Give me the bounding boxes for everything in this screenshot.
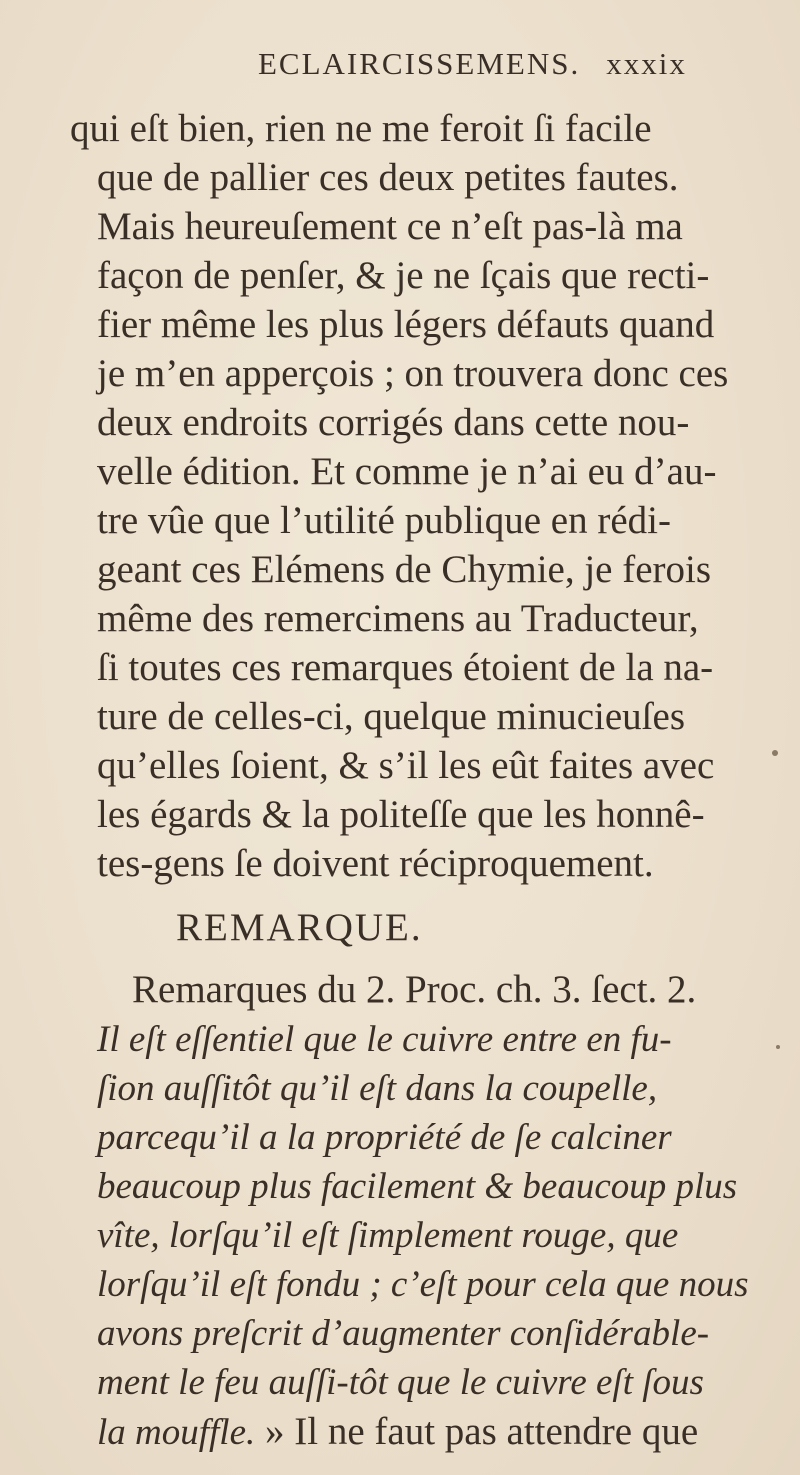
paper-speck	[772, 750, 778, 756]
text-line: même des remercimens au Traducteur,	[97, 597, 699, 640]
section-heading: REMARQUE.	[176, 906, 423, 949]
text-line: qu’elles ſoient, & s’il les eût faites avec	[97, 744, 715, 787]
text-line: geant ces Elémens de Chymie, je ferois	[97, 548, 712, 591]
text-line: fier même les plus légers défauts quand	[97, 303, 715, 346]
text-line: Mais heureuſement ce n’eſt pas-là ma	[97, 205, 683, 248]
text-line: velle édition. Et comme je n’ai eu d’au-	[97, 450, 717, 493]
text-line: que de pallier ces deux petites fautes.	[97, 156, 679, 199]
text-line: tes-gens ſe doivent réciproquement.	[97, 842, 654, 885]
quote-line: beaucoup plus facilement & beaucoup plus	[97, 1166, 738, 1207]
text-line: ture de celles-ci, quelque minucieuſes	[97, 695, 686, 738]
quote-line: ſion auſſitôt qu’il eſt dans la coupelle,	[97, 1068, 658, 1109]
quote-line: avons preſcrit d’augmenter conſidérable-	[97, 1313, 710, 1354]
remark-reference: Remarques du 2. Proc. ch. 3. ſect. 2.	[132, 968, 697, 1011]
paper-speck	[776, 1045, 780, 1049]
text-line: qui eſt bien, rien ne me feroit ſi facile	[70, 107, 652, 150]
quote-line: parcequ’il a la propriété de ſe calciner	[97, 1117, 672, 1158]
text-line: les égards & la politeſſe que les honnê-	[97, 793, 705, 836]
quote-line: ment le feu auſſi-tôt que le cuivre eſt ſous	[97, 1362, 704, 1403]
quote-end-fragment: la mouffle.	[97, 1412, 256, 1453]
quote-line: lorſqu’il eſt fondu ; c’eſt pour cela que nous	[97, 1264, 749, 1305]
running-header	[258, 46, 798, 82]
text-line: tre vûe que l’utilité publique en rédi-	[97, 499, 671, 542]
running-title: ECLAIRCISSEMENS.	[258, 46, 581, 81]
quote-line: Il eſt eſſentiel que le cuivre entre en fu-	[97, 1019, 672, 1060]
quote-last-line	[97, 1408, 698, 1456]
text-line: façon de penſer, & je ne ſçais que recti-	[97, 254, 710, 297]
page-number: xxxix	[606, 46, 687, 81]
quote-line: vîte, lorſqu’il eſt ſimplement rouge, que	[97, 1215, 679, 1256]
text-line: deux endroits corrigés dans cette nou-	[97, 401, 690, 444]
continuation-text: » Il ne faut pas attendre que	[255, 1410, 699, 1453]
text-line: je m’en apperçois ; on trouvera donc ces	[97, 352, 729, 395]
text-line: ſi toutes ces remarques étoient de la na-	[97, 646, 714, 689]
